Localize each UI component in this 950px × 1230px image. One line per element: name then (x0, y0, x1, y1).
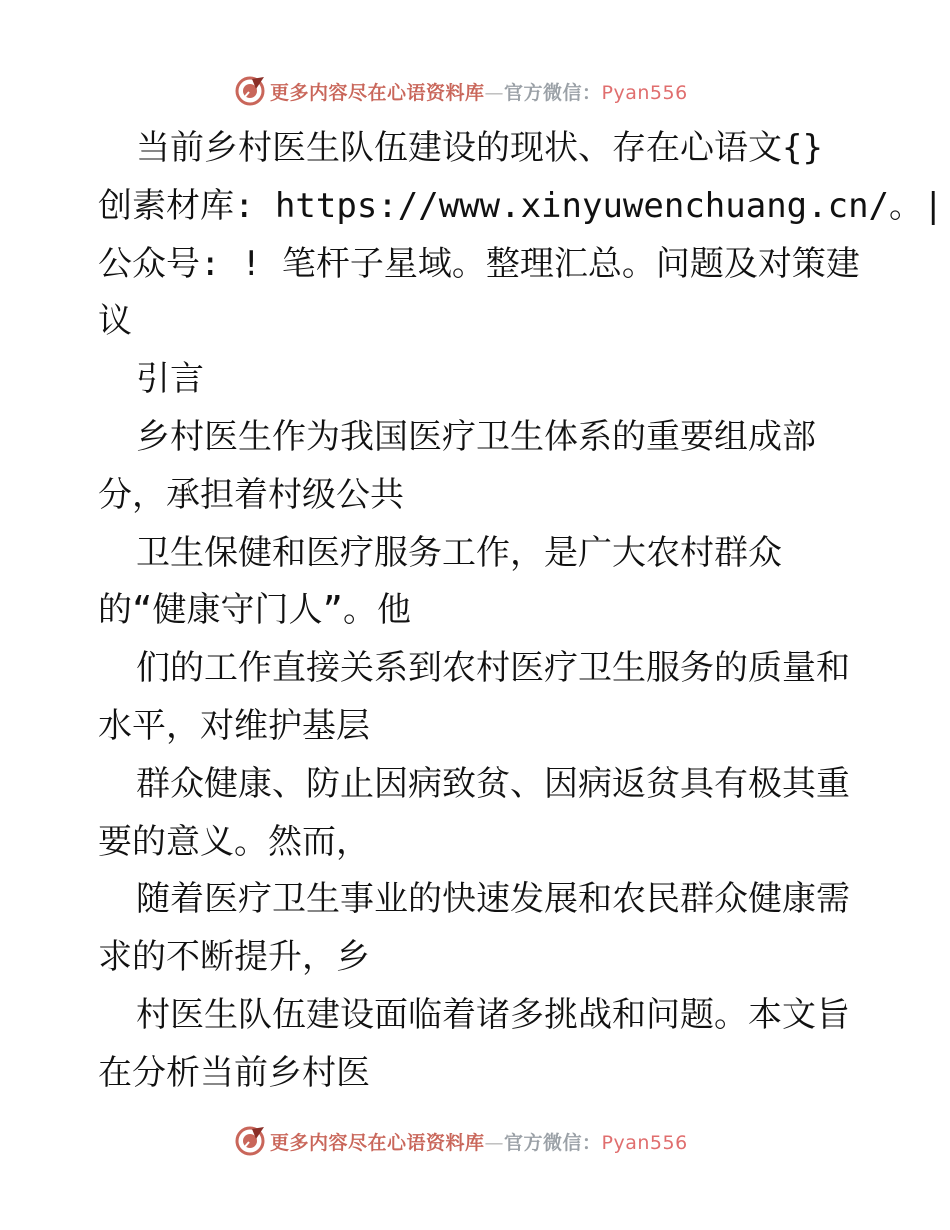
text-line: 要的意义。然而， (98, 821, 370, 862)
header-banner-title: 更多内容尽在心语资料库 (270, 81, 485, 104)
footer-banner-text (270, 1128, 688, 1155)
text-line: 公众号: ! 笔杆子星域。整理汇总。问题及对策建 (98, 243, 860, 284)
text-line: 分，承担着村级公共 (98, 474, 404, 515)
footer-banner-separator: — (484, 1131, 505, 1154)
header-banner-separator: — (484, 81, 505, 104)
quill-pen-logo-icon (234, 75, 266, 107)
quill-pen-logo-icon (234, 1125, 266, 1157)
text-line: 求的不断提升，乡 (98, 937, 370, 978)
text-line: 乡村医生作为我国医疗卫生体系的重要组成部 (136, 416, 816, 457)
text-line: 水平，对维护基层 (98, 705, 370, 746)
header-banner-text (270, 78, 688, 105)
footer-banner[interactable] (234, 1124, 688, 1158)
footer-banner-handle: Pyan556 (601, 1131, 688, 1154)
footer-banner-title: 更多内容尽在心语资料库 (270, 1131, 485, 1154)
text-line: 村医生队伍建设面临着诸多挑战和问题。本文旨 (136, 994, 850, 1035)
text-line: 当前乡村医生队伍建设的现状、存在心语文{} (136, 128, 823, 168)
header-banner-wechat-label: 官方微信： (504, 81, 602, 104)
text-line: 议 (98, 301, 132, 342)
header-banner[interactable] (234, 74, 688, 108)
header-banner-handle: Pyan556 (601, 81, 688, 104)
text-line: 们的工作直接关系到农村医疗卫生服务的质量和 (136, 648, 850, 689)
text-line: 在分析当前乡村医 (98, 1052, 370, 1093)
document-body (98, 120, 944, 1103)
text-line: 的“健康守门人”。他 (98, 590, 411, 631)
text-line: 创素材库: https://www.xinyuwenchuang.cn/。| (98, 185, 944, 226)
text-line: 群众健康、防止因病致贫、因病返贫具有极其重 (136, 763, 850, 804)
text-line: 随着医疗卫生事业的快速发展和农民群众健康需 (136, 879, 850, 920)
footer-banner-wechat-label: 官方微信： (504, 1131, 602, 1154)
text-line: 卫生保健和医疗服务工作，是广大农村群众 (136, 532, 782, 573)
section-heading: 引言 (136, 359, 204, 400)
